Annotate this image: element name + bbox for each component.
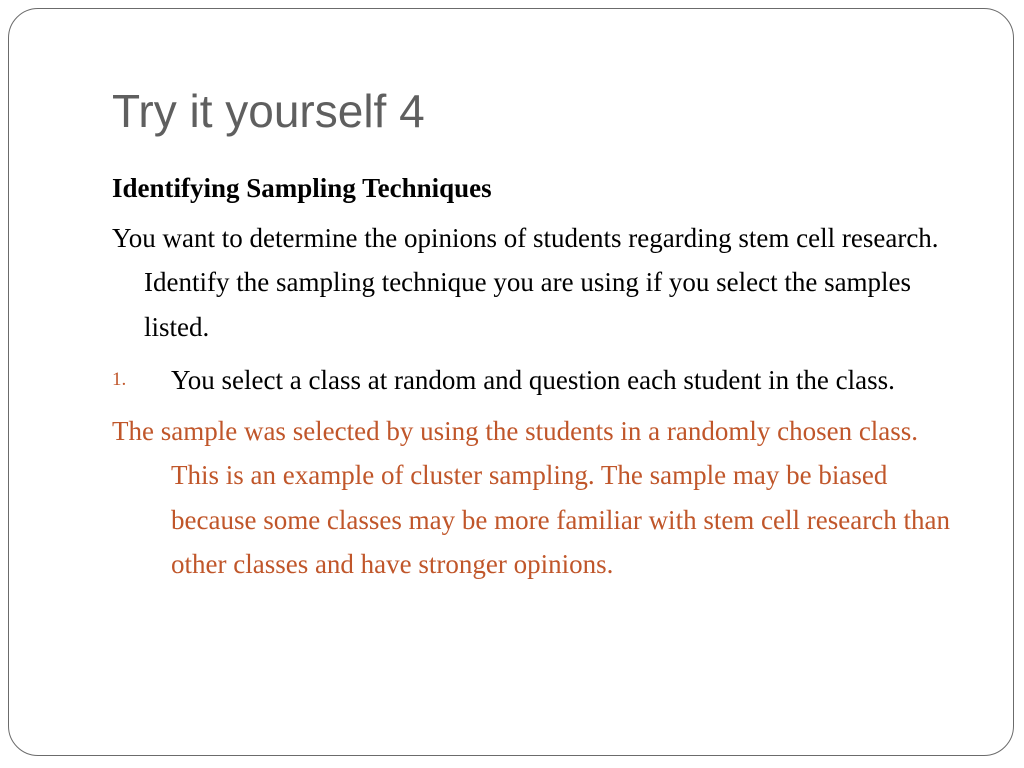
intro-paragraph: You want to determine the opinions of students regarding stem cell research. Identify the sampling technique you are using if you select the samples listed.	[112, 222, 939, 342]
list-item-text: You select a class at random and question each student in the class.	[171, 365, 895, 395]
answer-paragraph: The sample was selected by using the students in a randomly chosen class. This is an example of cluster sampling. The sample may be biased because some classes may be more familiar with stem cell research than other classes and have stronger opinions.	[112, 415, 950, 579]
section-heading: Identifying Sampling Techniques	[112, 173, 492, 203]
slide-body	[112, 166, 972, 587]
slide-title: Try it yourself 4	[112, 85, 425, 137]
list-item	[112, 358, 972, 403]
list-item-number: 1.	[112, 369, 127, 390]
